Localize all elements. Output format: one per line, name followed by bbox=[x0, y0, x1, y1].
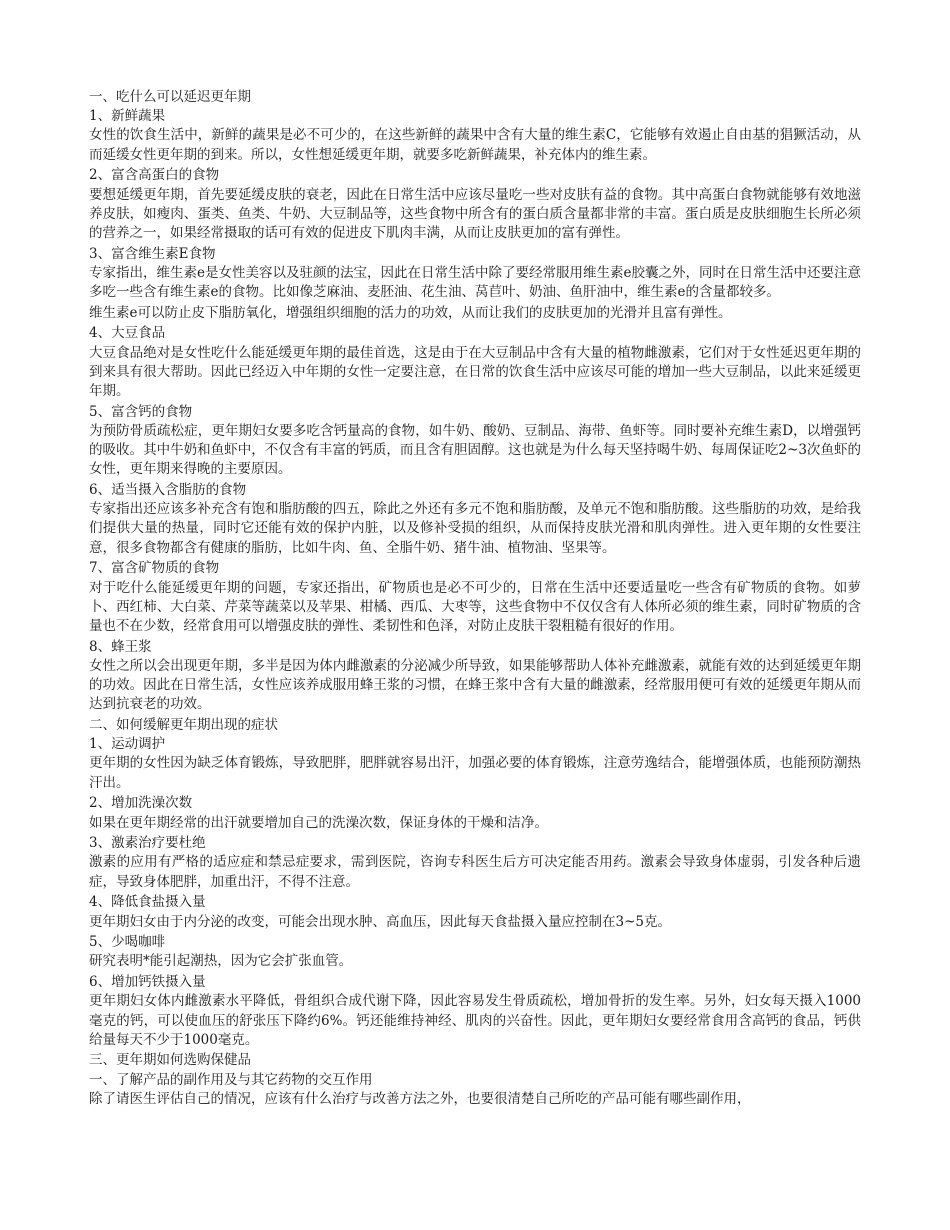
section-heading: 2、增加洗澡次数 bbox=[89, 795, 193, 812]
section-heading: 1、运动调护 bbox=[89, 736, 166, 753]
section-heading: 8、蜂王浆 bbox=[89, 638, 152, 655]
section-heading: 二、如何缓解更年期出现的症状 bbox=[89, 717, 278, 733]
section-heading: 7、富含矿物质的食物 bbox=[89, 560, 220, 577]
paragraph: 更年期妇女体内雌激素水平降低，骨组织合成代谢下降，因此容易发生骨质疏松，增加骨折的发生率。另外，妇女每天摄入1000毫克的钙，可以使血压的舒张压下降约6%。钙还能维持神经、肌肉的兴奋性。因此，更年期妇女要经常食用含高钙的食品，钙供给量每天不少于1000毫克。 bbox=[89, 993, 861, 1048]
section-heading: 三、更年期如何选购保健品 bbox=[89, 1052, 251, 1069]
section-heading: 6、增加钙铁摄入量 bbox=[89, 974, 206, 991]
section-heading: 3、激素治疗要杜绝 bbox=[89, 835, 206, 852]
section-heading: 2、富含高蛋白的食物 bbox=[89, 167, 220, 184]
paragraph: 专家指出，维生素e是女性美容以及驻颜的法宝，因此在日常生活中除了要经常服用维生素e胶囊之外，同时在日常生活中还要注意多吃一些含有维生素e的食物。比如像芝麻油、麦胚油、花生油、莴苣叶、奶油、鱼肝油中，维生素e的含量都较多。 bbox=[89, 264, 861, 301]
section-heading: 4、降低食盐摄入量 bbox=[89, 894, 206, 911]
paragraph: 专家指出还应该多补充含有饱和脂肪酸的四五，除此之外还有多元不饱和脂肪酸，及单元不饱和脂肪酸。这些脂肪的功效，是给我们提供大量的热量，同时它还能有效的保护内脏，以及修补受损的组织，从而保持皮肤光滑和肌肉弹性。进入更年期的女性要注意，很多食物都含有健康的脂肪，比如牛肉、鱼、全脂牛奶、猪牛油、植物油、坚果等。 bbox=[89, 501, 861, 556]
paragraph: 女性之所以会出现更年期，多半是因为体内雌激素的分泌减少所导致，如果能够帮助人体补充雌激素，就能有效的达到延缓更年期的功效。因此在日常生活，女性应该养成服用蜂王浆的习惯，在蜂王浆中含有大量的雌激素，经常服用便可有效的延缓更年期从而达到抗衰老的功效。 bbox=[89, 657, 861, 713]
paragraph: 女性的饮食生活中，新鲜的蔬果是必不可少的，在这些新鲜的蔬果中含有大量的维生素C，它能够有效遏止自由基的猖獗活动，从而延缓女性更年期的到来。所以，女性想延缓更年期，就要多吃新鲜蔬果，补充体内的维生素。 bbox=[89, 127, 861, 163]
section-heading: 5、富含钙的食物 bbox=[89, 403, 193, 420]
section-heading: 6、适当摄入含脂肪的食物 bbox=[89, 482, 247, 499]
paragraph: 除了请医生评估自己的情况，应该有什么治疗与改善方法之外，也要很清楚自己所吃的产品可能有哪些副作用， bbox=[89, 1090, 751, 1107]
paragraph: 要想延缓更年期，首先要延缓皮肤的衰老，因此在日常生活中应该尽量吃一些对皮肤有益的食物。其中高蛋白食物就能够有效地滋养皮肤，如瘦肉、蛋类、鱼类、牛奶、大豆制品等，这些食物中所含有的蛋白质含量都非常的丰富。蛋白质是皮肤细胞生长所必须的营养之一，如果经常摄取的话可有效的促进皮下肌肉丰满，从而让皮肤更加的富有弹性。 bbox=[89, 186, 861, 241]
document-body bbox=[89, 88, 861, 1111]
paragraph: 更年期的女性因为缺乏体育锻炼，导致肥胖，肥胖就容易出汗，加强必要的体育锻炼，注意劳逸结合，能增强体质，也能预防潮热汗出。 bbox=[89, 755, 861, 791]
paragraph: 大豆食品绝对是女性吃什么能延缓更年期的最佳首选，这是由于在大豆制品中含有大量的植物雌激素，它们对于女性延迟更年期的到来具有很大帮助。因此已经迈入中年期的女性一定要注意，在日常的饮食生活中应该尽可能的增加一些大豆制品，以此来延缓更年期。 bbox=[89, 344, 861, 400]
paragraph: 为预防骨质疏松症，更年期妇女要多吃含钙量高的食物，如牛奶、酸奶、豆制品、海带、鱼虾等。同时要补充维生素D，以增强钙的吸收。其中牛奶和鱼虾中，不仅含有丰富的钙质，而且含有胆固醇。这也就是为什么每天坚持喝牛奶、每周保证吃2~3次鱼虾的女性，更年期来得晚的主要原因。 bbox=[89, 422, 861, 478]
section-heading: 4、大豆食品 bbox=[89, 325, 166, 342]
paragraph: 更年期妇女由于内分泌的改变，可能会出现水肿、高血压，因此每天食盐摄入量应控制在3~5克。 bbox=[89, 913, 671, 930]
paragraph: 对于吃什么能延缓更年期的问题，专家还指出，矿物质也是必不可少的，日常在生活中还要适量吃一些含有矿物质的食物。如萝卜、西红柿、大白菜、芹菜等蔬菜以及苹果、柑橘、西瓜、大枣等，这些食物中不仅仅含有人体所必须的维生素，同时矿物质的含量也不在少数，经常食用可以增强皮肤的弹性、柔韧性和色泽，对防止皮肤干裂粗糙有很好的作用。 bbox=[89, 579, 861, 634]
paragraph: 如果在更年期经常的出汗就要增加自己的洗澡次数，保证身体的干燥和洁净。 bbox=[89, 814, 548, 831]
section-heading: 5、少喝咖啡 bbox=[89, 934, 166, 951]
section-heading: 一、了解产品的副作用及与其它药物的交互作用 bbox=[89, 1071, 373, 1088]
paragraph: 研究表明*能引起潮热，因为它会扩张血管。 bbox=[89, 953, 353, 970]
section-heading: 3、富含维生素E食物 bbox=[89, 245, 216, 262]
paragraph: 激素的应用有严格的适应症和禁忌症要求，需到医院，咨询专科医生后方可决定能否用药。激素会导致身体虚弱，引发各种后遗症，导致身体肥胖，加重出汗，不得不注意。 bbox=[89, 854, 861, 890]
section-heading: 1、新鲜蔬果 bbox=[89, 108, 166, 125]
section-heading: 一、吃什么可以延迟更年期 bbox=[89, 89, 251, 105]
paragraph: 维生素e可以防止皮下脂肪氧化，增强组织细胞的活力的功效，从而让我们的皮肤更加的光滑并且富有弹性。 bbox=[89, 304, 732, 321]
